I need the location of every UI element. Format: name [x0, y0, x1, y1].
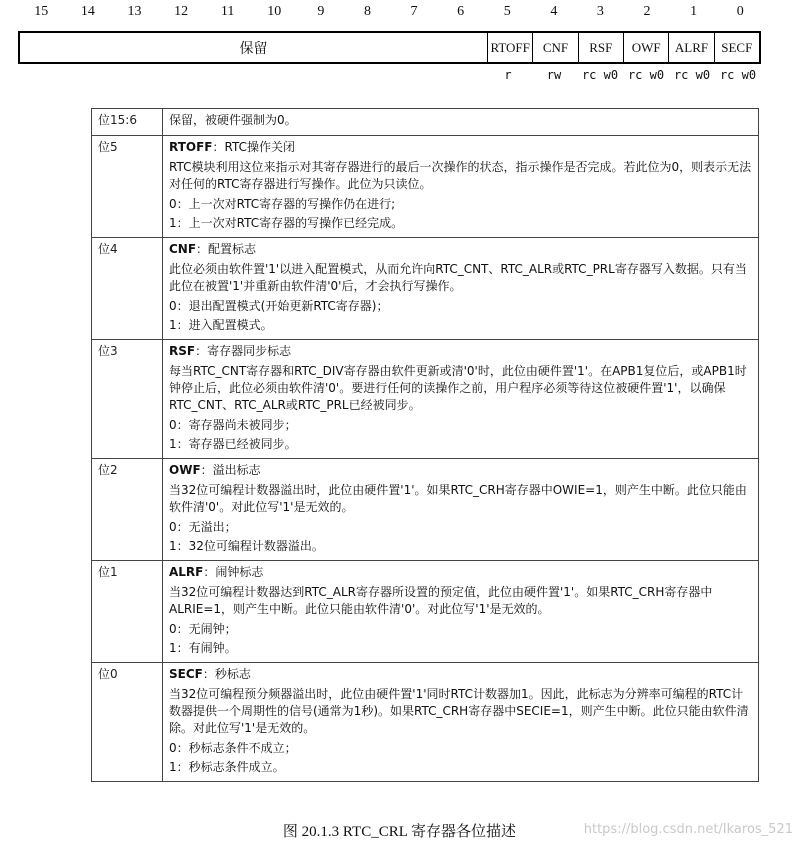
- table-row: [92, 459, 759, 561]
- bit-position: 位15:6: [92, 109, 163, 136]
- bit-position: 位0: [92, 663, 163, 782]
- bit-number: 3: [596, 4, 604, 19]
- field-description: RTC模块利用这位来指示对其寄存器进行的最后一次操作的状态，指示操作是否完成。若此位为0，则表示无法对任何的RTC寄存器进行写操作。此位为只读位。: [169, 160, 752, 191]
- field-title: ：闹钟标志: [203, 565, 264, 579]
- field-description: 当32位可编程计数器达到RTC_ALR寄存器所设置的预定值，此位由硬件置'1'。如果RTC_CRH寄存器中ALRIE=1，则产生中断。此位只能由软件清'0'。对此位写'1'是无效的。: [169, 585, 713, 616]
- field-title: ：溢出标志: [200, 463, 261, 477]
- field-heading: [169, 564, 752, 581]
- table-row: [92, 340, 759, 459]
- figure-caption: 图 20.1.3 RTC_CRL 寄存器各位描述: [282, 824, 517, 840]
- field-title: ：寄存器同步标志: [195, 344, 292, 358]
- field-value-option: 1：秒标志条件成立。: [169, 760, 285, 774]
- bit-position: 位5: [92, 136, 163, 238]
- field-heading: [169, 343, 752, 360]
- bit-description: [163, 340, 759, 459]
- bit-description: [163, 136, 759, 238]
- field-value-option: 1：有闹钟。: [169, 641, 237, 655]
- access-type: rc w0: [719, 68, 757, 82]
- watermark: https://blog.csdn.net/Ikaros_521: [583, 822, 793, 837]
- bit-number: 4: [550, 4, 558, 19]
- field-value-option: 0：上一次对RTC寄存器的写操作仍在进行;: [169, 197, 396, 211]
- bit-number: 2: [643, 4, 651, 19]
- access-type: rc w0: [673, 68, 711, 82]
- table-row: [92, 238, 759, 340]
- register-bit-cnf: CNF: [532, 33, 577, 62]
- field-value-option: 0：退出配置模式(开始更新RTC寄存器)；: [169, 299, 389, 313]
- field-description: 当32位可编程计数器溢出时，此位由硬件置'1'。如果RTC_CRH寄存器中OWIE=1，则产生中断。此位只能由软件清'0'。对此位写'1'是无效的。: [169, 483, 747, 514]
- field-name: ALRF: [169, 565, 204, 579]
- register-bit-owf: OWF: [623, 33, 668, 62]
- field-description: 当32位可编程预分频器溢出时，此位由硬件置'1'同时RTC计数器加1。因此，此标志为分辨率可编程的RTC计数器提供一个周期性的信号(通常为1秒)。如果RTC_CRH寄存器中SECIE=1，则产生中断。此位只能由软件清除。对此位写'1'是无效的。: [169, 687, 749, 735]
- field-value-option: 0：无溢出；: [169, 520, 237, 534]
- bit-description: [163, 663, 759, 782]
- register-bit-rtoff: RTOFF: [487, 33, 532, 62]
- table-row: [92, 136, 759, 238]
- register-bit-alrf: ALRF: [668, 33, 713, 62]
- access-type: rc w0: [581, 68, 619, 82]
- field-heading: [169, 241, 752, 258]
- field-description: 每当RTC_CNT寄存器和RTC_DIV寄存器由软件更新或清'0'时，此位由硬件置'1'。在APB1复位后，或APB1时钟停止后，此位必须由软件清'0'。要进行任何的读操作之前，用户程序必须等待这位被硬件置'1'，以确保RTC_CNT、RTC_ALR或RTC_PRL已经被同步。: [169, 364, 747, 412]
- access-type: r: [504, 68, 512, 82]
- bit-number: 0: [736, 4, 744, 19]
- register-bit-rsf: RSF: [578, 33, 623, 62]
- field-description: 保留，被硬件强制为0。: [169, 113, 297, 127]
- bit-number: 9: [317, 4, 325, 19]
- field-title: ：RTC操作关闭: [212, 140, 295, 154]
- field-heading: [169, 666, 752, 683]
- field-heading: [169, 139, 752, 156]
- bit-number: 10: [267, 4, 282, 19]
- field-value-option: 0：无闹钟；: [169, 622, 237, 636]
- access-type: rc w0: [627, 68, 665, 82]
- bit-position: 位3: [92, 340, 163, 459]
- bit-number: 7: [410, 4, 418, 19]
- field-title: ：秒标志: [202, 667, 251, 681]
- bit-description: [163, 561, 759, 663]
- reserved-field: 保留: [239, 41, 268, 57]
- table-row: [92, 561, 759, 663]
- field-value-option: 1：32位可编程计数器溢出。: [169, 539, 324, 553]
- access-row: [485, 68, 761, 86]
- field-value-option: 0：寄存器尚未被同步；: [169, 418, 297, 432]
- bit-number: 14: [80, 4, 95, 19]
- field-name: CNF: [169, 242, 197, 256]
- bit-description-table: [91, 108, 759, 782]
- field-title: ：配置标志: [196, 242, 257, 256]
- bit-position: 位2: [92, 459, 163, 561]
- field-value-option: 1：上一次对RTC寄存器的写操作已经完成。: [169, 216, 404, 230]
- bit-number: 1: [690, 4, 698, 19]
- field-value-option: 0：秒标志条件不成立；: [169, 741, 297, 755]
- bit-number-row: [18, 4, 764, 24]
- bit-number: 13: [127, 4, 142, 19]
- field-value-option: 1：寄存器已经被同步。: [169, 437, 297, 451]
- table-row: [92, 663, 759, 782]
- field-value-option: 1：进入配置模式。: [169, 318, 273, 332]
- bit-number: 11: [220, 4, 235, 19]
- field-description: 此位必须由软件置'1'以进入配置模式，从而允许向RTC_CNT、RTC_ALR或RTC_PRL寄存器写入数据。只有当此位在被置'1'并重新由软件清'0'后，才会执行写操作。: [169, 262, 747, 293]
- bit-number: 5: [503, 4, 511, 19]
- bit-number: 15: [34, 4, 49, 19]
- bit-description: [163, 238, 759, 340]
- bit-description: [163, 459, 759, 561]
- field-name: RSF: [169, 344, 196, 358]
- register-bit-secf: SECF: [714, 33, 759, 62]
- field-name: OWF: [169, 463, 201, 477]
- field-name: SECF: [169, 667, 203, 681]
- field-name: RTOFF: [169, 140, 213, 154]
- bit-position: 位1: [92, 561, 163, 663]
- bit-number: 12: [174, 4, 189, 19]
- table-row: [92, 109, 759, 136]
- bit-number: 8: [363, 4, 371, 19]
- register-layout: [18, 31, 761, 64]
- bit-position: 位4: [92, 238, 163, 340]
- bit-number: 6: [457, 4, 465, 19]
- field-heading: [169, 462, 752, 479]
- bit-description: [163, 109, 759, 136]
- access-type: rw: [546, 68, 562, 82]
